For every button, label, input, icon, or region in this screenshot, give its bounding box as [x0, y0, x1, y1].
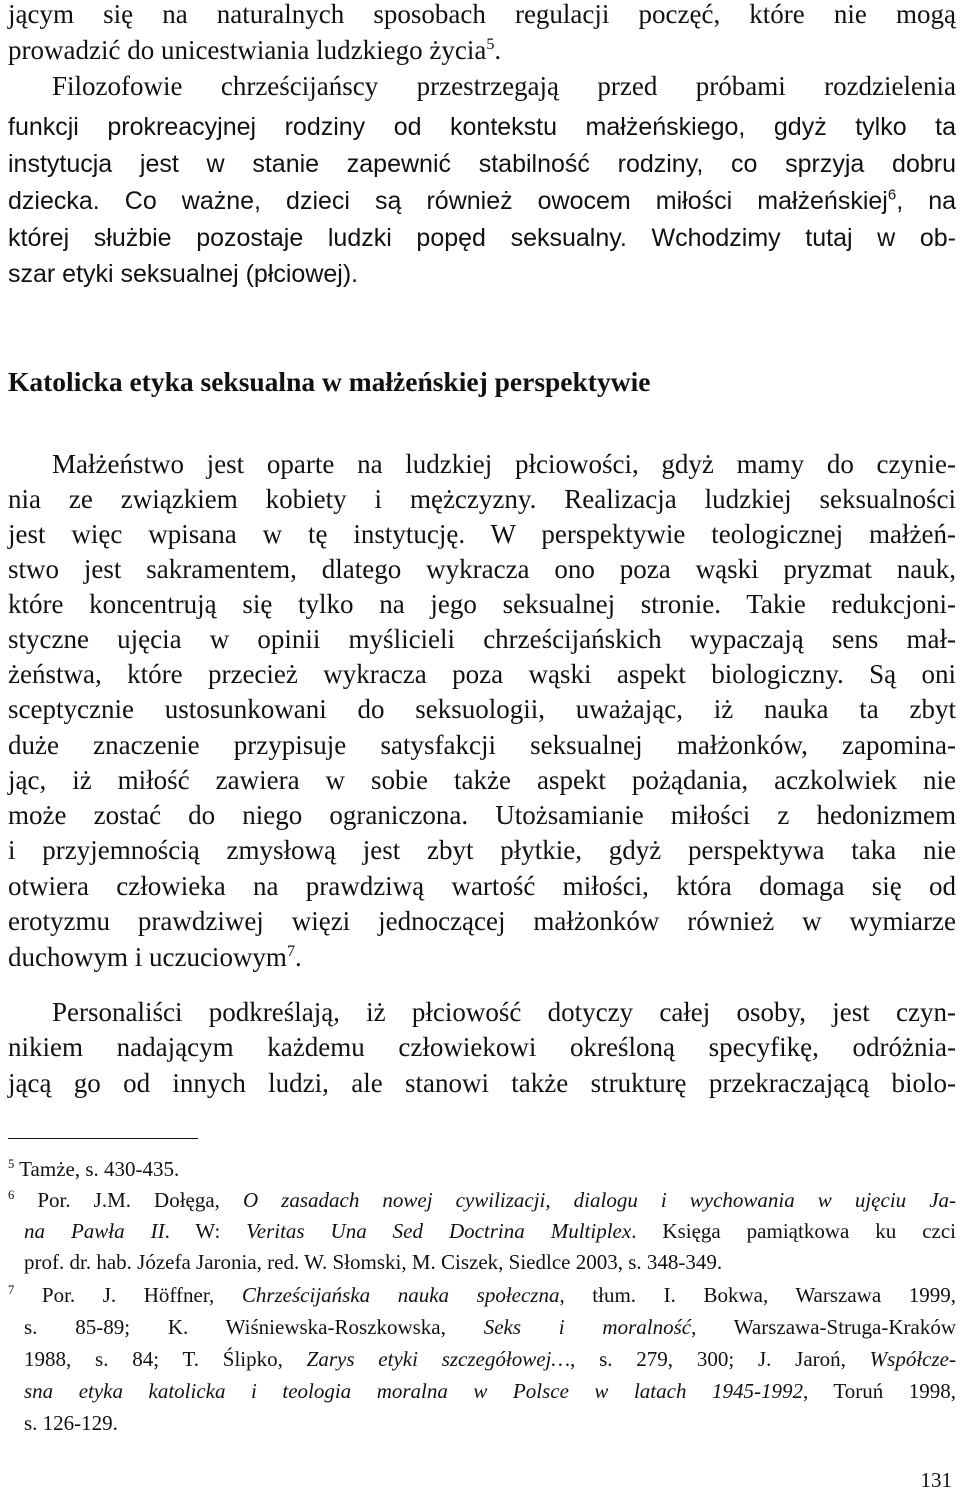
footnote-5: $^5$ Tamże, s. 430-435. — [8, 1157, 180, 1181]
text-line: szar etyki seksualnej (płciowej). — [8, 260, 359, 288]
text-line: jącym się na naturalnych sposobach regulacji poczęć, które nie mogą — [8, 0, 956, 29]
text-line: które koncentrują się tylko na jego seksualnej stronie. Takie redukcjoni- — [8, 589, 956, 619]
text-line: duże znaczenie przypisuje satysfakcji seksualnej małżonków, zapomina- — [8, 730, 956, 760]
text-line: sceptycznie ustosunkowani do seksuologii, uważając, iż nauka ta zbyt — [8, 694, 956, 724]
footnote-7-line: s. 85-89; K. Wiśniewska-Roszkowska, Seks i moralność, Warszawa-Struga-Kraków — [24, 1315, 956, 1339]
text-line: prowadzić do unicestwiania ludzkiego życia$^5$. — [8, 35, 502, 65]
section-heading: Katolicka etyka seksualna w małżeńskiej perspektywie — [8, 366, 651, 397]
text-line: styczne ujęcia w opinii myślicieli chrześcijańskich wypaczają sens mał- — [8, 624, 956, 654]
text-line: nikiem nadającym każdemu człowiekowi określoną specyfikę, odróżnia- — [8, 1032, 956, 1062]
text-line: jącą go od innych ludzi, ale stanowi także strukturę przekraczającą biolo- — [8, 1068, 956, 1098]
footnote-ref: 5 — [486, 35, 495, 53]
text-line: Małżeństwo jest oparte na ludzkiej płciowości, gdyż mamy do czynie- — [52, 449, 956, 479]
footnote-7-line: 1988, s. 84; T. Ślipko, Zarys etyki szczegółowej…, s. 279, 300; J. Jaroń, Współcze- — [24, 1347, 956, 1371]
text-line: jąc, iż miłość zawiera w sobie także aspekt pożądania, aczkolwiek nie — [8, 765, 956, 795]
text-line: Filozofowie chrześcijańscy przestrzegają przed próbami rozdzielenia — [52, 71, 956, 101]
text-line: duchowym i uczuciowym$^7$. — [8, 942, 302, 972]
text-line: funkcji prokreacyjnej rodziny od kontekstu małżeńskiego, gdyż tylko ta — [8, 113, 956, 141]
footnote-7-line: sna etyka katolicka i teologia moralna w Polsce w latach 1945-1992, Toruń 1998, — [24, 1379, 956, 1403]
text-line: Personaliści podkreślają, iż płciowość dotyczy całej osoby, jest czyn- — [52, 997, 956, 1027]
text-line: stwo jest sakramentem, dlatego wykracza ono poza wąski pryzmat nauk, — [8, 554, 956, 584]
text-line: instytucja jest w stanie zapewnić stabilność rodziny, co sprzyja dobru — [8, 150, 956, 178]
text-line: żeństwa, które przecież wykracza poza wąski aspekt biologiczny. Są oni — [8, 659, 956, 689]
text-line: jest więc wpisana w tę instytucję. W perspektywie teologicznej małżeń- — [8, 519, 956, 549]
footnote-7: $^7$ Por. J. Höffner, Chrześcijańska nauka społeczna, tłum. I. Bokwa, Warszawa 1999, — [8, 1283, 956, 1307]
text-line: nia ze związkiem kobiety i mężczyzny. Realizacja ludzkiej seksualności — [8, 484, 956, 514]
page-number: 131 — [920, 1468, 952, 1492]
footnote-divider — [8, 1138, 198, 1139]
text-line: której służbie pozostaje ludzki popęd seksualny. Wchodzimy tutaj w ob- — [8, 224, 956, 252]
footnote-ref: 6 — [887, 186, 897, 204]
text-line: i przyjemnością zmysłową jest zbyt płytkie, gdyż perspektywa taka nie — [8, 835, 956, 865]
text-line: erotyzmu prawdziwej więzi jednoczącej małżonków również w wymiarze — [8, 906, 956, 936]
text-line: może zostać do niego ograniczona. Utożsamianie miłości z hedonizmem — [8, 800, 956, 830]
footnote-6: $^6$ Por. J.M. Dołęga, O zasadach nowej cywilizacji, dialogu i wychowania w ujęciu Ja- — [8, 1188, 957, 1212]
text-line: otwiera człowieka na prawdziwą wartość miłości, która domaga się od — [8, 871, 956, 901]
footnote-ref: 7 — [286, 942, 296, 960]
footnote-7-line: s. 126-129. — [24, 1411, 118, 1435]
footnote-6-line: na Pawła II. W: Veritas Una Sed Doctrina Multiplex. Księga pamiątkowa ku czci — [24, 1219, 957, 1243]
footnote-6-line: prof. dr. hab. Józefa Jaronia, red. W. Słomski, M. Ciszek, Siedlce 2003, s. 348-349. — [24, 1250, 723, 1274]
text-line: dziecka. Co ważne, dzieci są również owocem miłości małżeńskiej$^6$, na — [8, 186, 957, 215]
